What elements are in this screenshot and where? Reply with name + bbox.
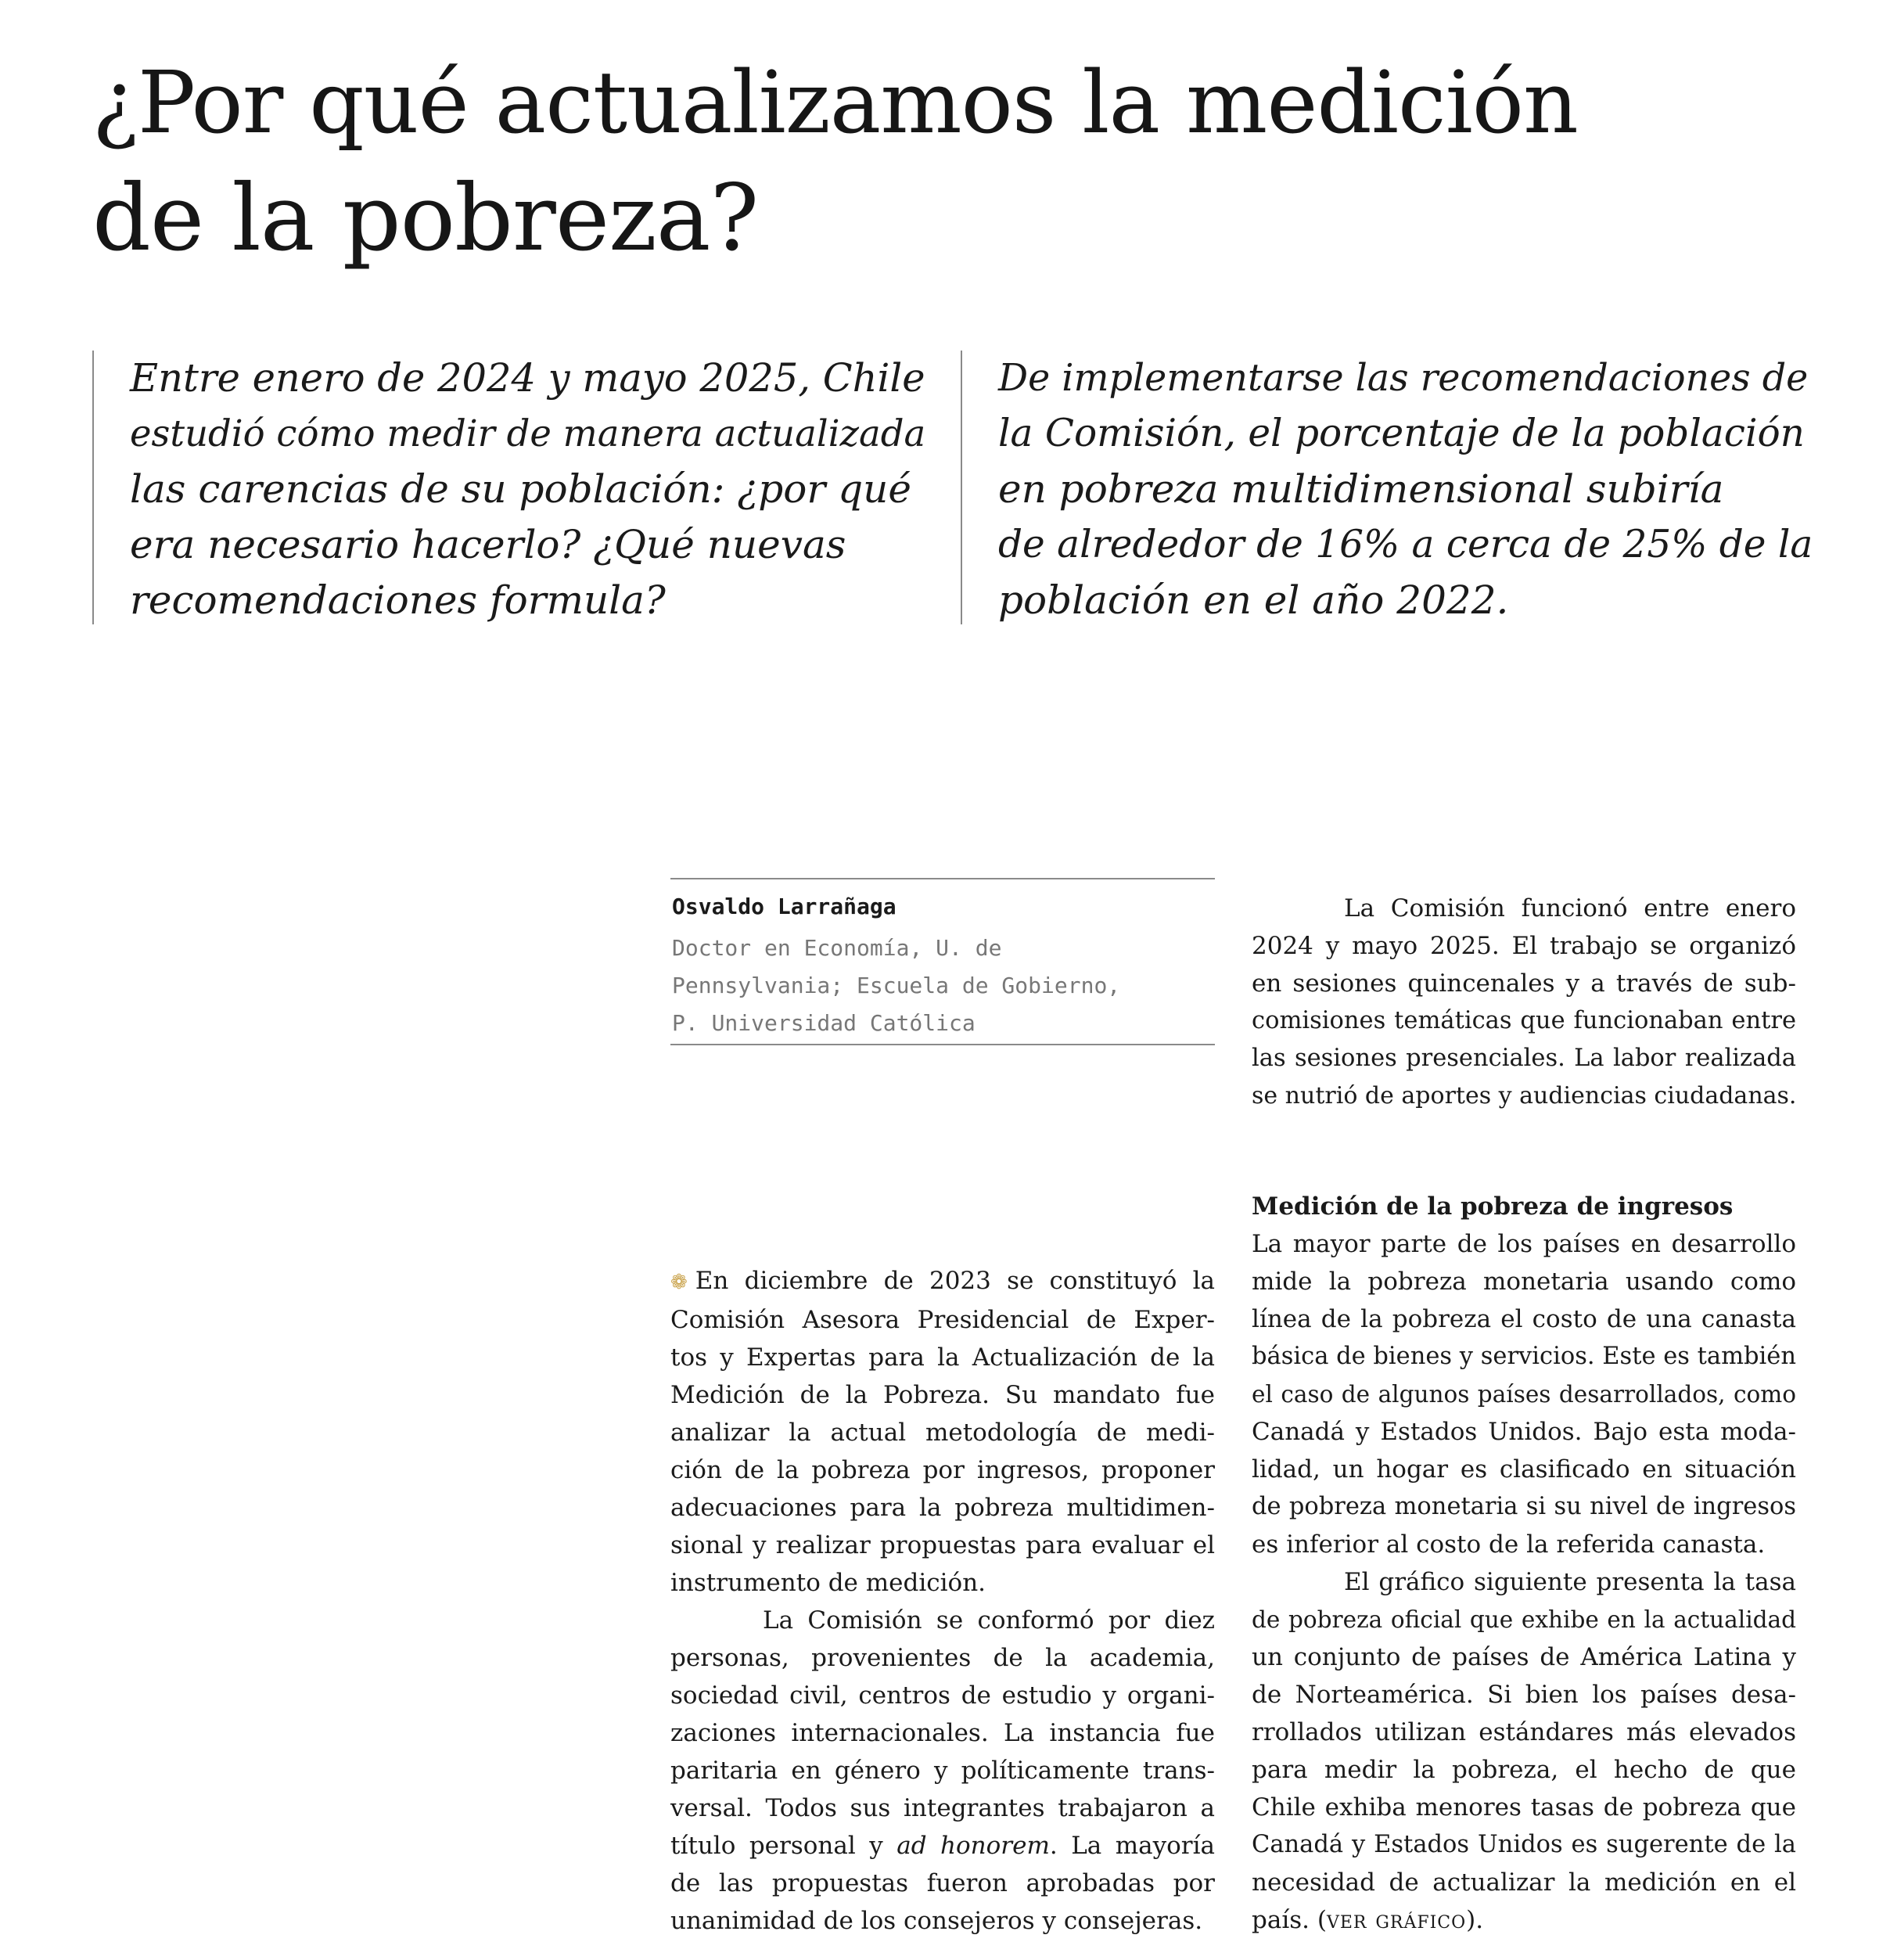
affiliation-line: P. Universidad Católica [672, 1010, 976, 1036]
affiliation-line: Pennsylvania; Escuela de Gobierno, [672, 973, 1121, 998]
lead-line: población en el año 2022. [998, 577, 1509, 623]
ornament-icon: ❁ [670, 1271, 688, 1294]
body-line [1252, 1901, 1796, 1939]
lead-line: las carencias de su población: ¿por qué [130, 466, 911, 512]
body-line: se nutrió de aportes y audiencias ciudadanas. [1252, 1082, 1797, 1109]
body-line: adecuaciones para la pobreza multidimen- [670, 1494, 1215, 1522]
body-column-right-top [1252, 890, 1796, 1115]
lead-line: De implementarse las recomendaciones de [998, 357, 1809, 400]
author-box [670, 878, 1215, 1045]
body-line: para medir la pobreza, el hecho de que [1252, 1756, 1796, 1784]
lead-line: recomendaciones formula? [130, 577, 666, 623]
body-line [670, 1262, 1215, 1301]
lead-right [961, 351, 1812, 624]
body-line: versal. Todos sus integrantes trabajaron a [670, 1794, 1215, 1822]
body-line: el caso de algunos países desarrollados, como [1252, 1381, 1796, 1408]
body-column-right-bottom [1252, 1188, 1796, 1939]
lead-line: la Comisión, el porcentaje de la población [998, 412, 1805, 455]
body-line: Comisión Asesora Presidencial de Exper- [670, 1306, 1215, 1334]
author-name: Osvaldo Larrañaga [672, 894, 896, 919]
body-line: unanimidad de los consejeros y consejeras. [670, 1907, 1203, 1935]
body-line: un conjunto de países de América Latina y [1252, 1643, 1796, 1671]
section-subheading: Medición de la pobreza de ingresos [1252, 1192, 1734, 1221]
body-line: de pobreza monetaria si su nivel de ingresos [1252, 1493, 1796, 1520]
body-line: lidad, un hogar es clasificado en situación [1252, 1455, 1796, 1483]
body-line: La mayor parte de los países en desarrollo [1252, 1230, 1796, 1258]
body-line: Canadá y Estados Unidos. Bajo esta moda- [1252, 1418, 1796, 1446]
body-line: de Norteamérica. Si bien los países desa- [1252, 1681, 1796, 1709]
body-line: las sesiones presenciales. La labor realizada [1252, 1045, 1796, 1072]
body-line: Canadá y Estados Unidos es sugerente de la [1252, 1831, 1796, 1858]
body-line [670, 1827, 1215, 1865]
chart-reference-link[interactable]: ver gráfico [1326, 1906, 1467, 1934]
body-line: en sesiones quincenales y a través de sub- [1252, 969, 1796, 998]
body-line: zaciones internacionales. La instancia fue [670, 1719, 1215, 1747]
body-line: Chile exhiba menores tasas de pobreza que [1252, 1793, 1796, 1822]
body-text: ). [1466, 1906, 1484, 1934]
body-line: es inferior al costo de la referida canasta. [1252, 1530, 1766, 1559]
body-column-left [670, 1262, 1215, 1940]
lead-line: era necesario hacerlo? ¿Qué nuevas [130, 522, 846, 567]
body-line: instrumento de medición. [670, 1569, 986, 1597]
body-line: de las propuestas fueron aprobadas por [670, 1869, 1215, 1897]
lead-line: en pobreza multidimensional subiría [998, 466, 1724, 512]
body-line: paritaria en género y políticamente trans- [670, 1757, 1215, 1785]
body-line: Medición de la Pobreza. Su mandato fue [670, 1381, 1215, 1409]
body-line: rrollados utilizan estándares más elevados [1252, 1718, 1796, 1746]
body-line: 2024 y mayo 2025. El trabajo se organizó [1252, 932, 1796, 960]
body-line: personas, provenientes de la academia, [670, 1644, 1215, 1672]
body-line: necesidad de actualizar la medición en el [1252, 1868, 1796, 1897]
lead-line: estudió cómo medir de manera actualizada [130, 412, 926, 455]
body-line: mide la pobreza monetaria usando como [1252, 1268, 1796, 1296]
body-line: La Comisión funcionó entre enero [1344, 894, 1796, 922]
body-text: En diciembre de 2023 se constituyó la [695, 1267, 1215, 1295]
affiliation-line: Doctor en Economía, U. de [672, 935, 1002, 961]
body-line: analizar la actual metodología de medi- [670, 1419, 1215, 1447]
author-affiliation [672, 930, 1120, 1042]
body-line: básica de bienes y servicios. Este es también [1252, 1343, 1796, 1370]
body-line: de pobreza oficial que exhibe en la actualidad [1252, 1606, 1796, 1633]
body-line: tos y Expertas para la Actualización de la [670, 1343, 1215, 1372]
body-text: título personal y [670, 1832, 897, 1860]
body-line: ción de la pobreza por ingresos, proponer [670, 1456, 1215, 1484]
lead-line: de alrededor de 16% a cerca de 25% de la [998, 523, 1813, 566]
body-line: sional y realizar propuestas para evaluar el [670, 1531, 1215, 1559]
lead-left [92, 351, 928, 624]
body-line: El gráfico siguiente presenta la tasa [1344, 1568, 1796, 1596]
body-line: comisiones temáticas que funcionaban entre [1252, 1007, 1796, 1034]
body-line: línea de la pobreza el costo de una canasta [1252, 1305, 1796, 1333]
lead-line: Entre enero de 2024 y mayo 2025, Chile [130, 355, 925, 401]
body-line: sociedad civil, centros de estudio y organi- [670, 1681, 1215, 1710]
body-line: La Comisión se conformó por diez [763, 1606, 1215, 1635]
title-line: de la pobreza? [92, 164, 759, 272]
italic-term: ad honorem [896, 1832, 1050, 1860]
body-text: país. ( [1252, 1906, 1327, 1934]
body-text: . La mayoría [1049, 1832, 1216, 1860]
article-title [92, 45, 1579, 275]
title-line: ¿Por qué actualizamos la medición [92, 52, 1578, 153]
